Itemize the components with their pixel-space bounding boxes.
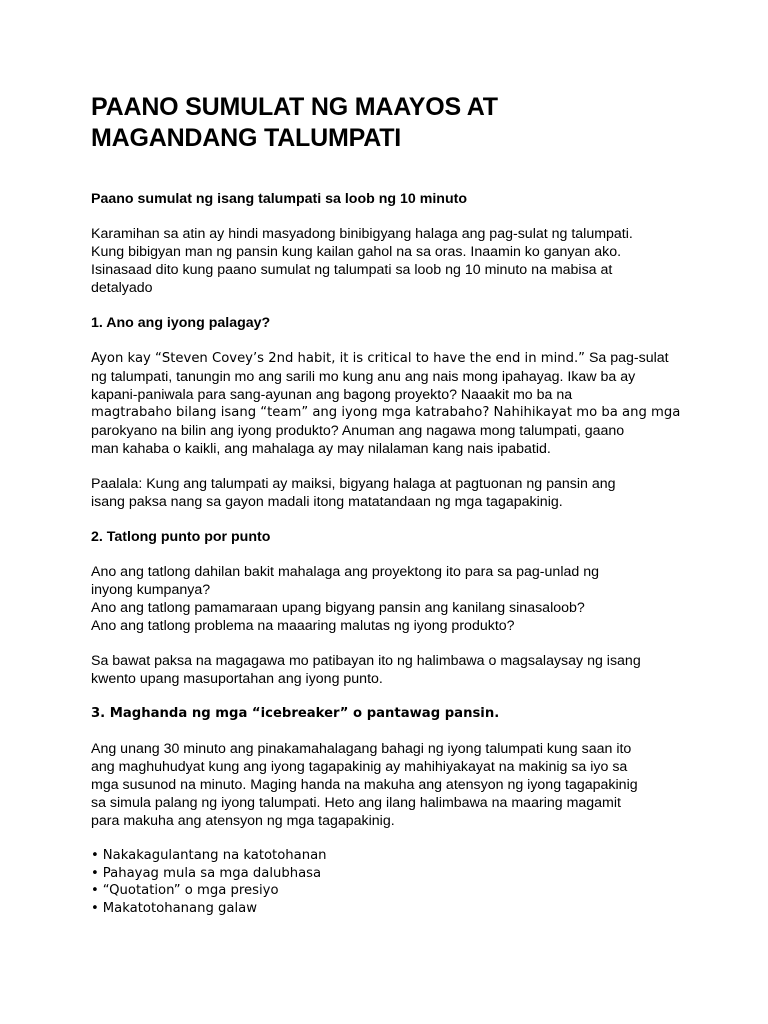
- text-line: kapani-paniwala para sang-ayunan ang bagong proyekto? Naaakit mo ba na: [91, 387, 573, 403]
- text-line: mga susunod na minuto. Maging handa na makuha ang atensyon ng iyong tagapakinig: [91, 777, 638, 793]
- text-line: parokyano na bilin ang iyong produkto? Anuman ang nagawa mong talumpati, gaano: [91, 423, 625, 439]
- text-line: para makuha ang atensyon ng mga tagapakinig.: [91, 813, 395, 829]
- section3-paragraph-1: [91, 740, 731, 830]
- document-page: [91, 92, 731, 917]
- list-item: [91, 882, 731, 900]
- bullet-icon: •: [91, 900, 99, 916]
- list-item: [91, 847, 731, 865]
- text-line: Sa bawat paksa na magagawa mo patibayan ito ng halimbawa o magsalaysay ng isang: [91, 653, 641, 669]
- text-line: inyong kumpanya?: [91, 582, 211, 598]
- text-line: isang paksa nang sa gayon madali itong matatandaan ng mga tagapakinig.: [91, 494, 563, 510]
- bullet-icon: •: [91, 848, 99, 863]
- quote-text: Ayon kay “Steven Covey’s 2nd habit, it is critical to have the end in mind.”: [91, 351, 586, 366]
- section-heading-3: 3. Maghanda ng mga “icebreaker” o pantawag pansin.: [91, 706, 500, 721]
- text-line: sa simula palang ng iyong talumpati. Heto ang ilang halimbawa na maaring magamit: [91, 795, 621, 811]
- text-line: [91, 349, 731, 368]
- list-item-text: Pahayag mula sa mga dalubhasa: [102, 865, 322, 881]
- section2-paragraph-2: [91, 652, 731, 688]
- section1-paragraph-2: [91, 475, 731, 511]
- text-line: ang maghuhudyat kung ang iyong tagapakinig ay mahihiyakayat na makinig sa iyo sa: [91, 759, 628, 775]
- text-fragment: Sa pag-sulat: [585, 350, 669, 366]
- text-line: Karamihan sa atin ay hindi masyadong binibigyang halaga ang pag-sulat ng talumpati.: [91, 226, 633, 242]
- bullet-icon: •: [91, 883, 99, 898]
- text-line: Ano ang tatlong problema na maaaring malutas ng iyong produkto?: [91, 618, 515, 634]
- text-line: kwento upang masuportahan ang iyong punto.: [91, 671, 383, 687]
- text-line: Kung bibigyan man ng pansin kung kailan gahol na sa oras. Inaamin ko ganyan ako.: [91, 244, 622, 260]
- list-item-text: “Quotation” o mga presiyo: [102, 883, 279, 898]
- section2-paragraph-1: [91, 563, 731, 635]
- title-line: MAGANDANG TALUMPATI: [91, 124, 402, 152]
- text-line: ng talumpati, tanungin mo ang sarili mo kung anu ang nais mong ipahayag. Ikaw ba ay: [91, 369, 636, 385]
- document-subtitle: Paano sumulat ng isang talumpati sa loob ng 10 minuto: [91, 191, 468, 207]
- text-line: man kahaba o kaikli, ang mahalaga ay may nilalaman kang nais ipabatid.: [91, 441, 551, 457]
- bullet-icon: •: [91, 865, 99, 881]
- section-heading-2: 2. Tatlong punto por punto: [91, 529, 271, 545]
- section1-paragraph-1: [91, 349, 731, 458]
- text-line: detalyado: [91, 280, 153, 296]
- section-heading-1: 1. Ano ang iyong palagay?: [91, 315, 271, 331]
- list-item-text: Makatotohanang galaw: [102, 900, 257, 916]
- text-line: Ano ang tatlong pamamaraan upang bigyang pansin ang kanilang sinasaloob?: [91, 600, 585, 616]
- bullet-list: [91, 847, 731, 917]
- list-item: [91, 865, 731, 883]
- list-item: [91, 900, 731, 918]
- intro-paragraph: [91, 225, 731, 297]
- document-title: [91, 92, 731, 154]
- text-line: Isinasaad dito kung paano sumulat ng talumpati sa loob ng 10 minuto na mabisa at: [91, 262, 613, 278]
- text-line: Paalala: Kung ang talumpati ay maiksi, bigyang halaga at pagtuonan ng pansin ang: [91, 476, 616, 492]
- text-line: magtrabaho bilang isang “team” ang iyong mga katrabaho? Nahihikayat mo ba ang mga: [91, 405, 681, 420]
- list-item-text: Nakakagulantang na katotohanan: [102, 848, 327, 863]
- title-line: PAANO SUMULAT NG MAAYOS AT: [91, 93, 498, 121]
- text-line: Ang unang 30 minuto ang pinakamahalagang bahagi ng iyong talumpati kung saan ito: [91, 741, 632, 757]
- text-line: Ano ang tatlong dahilan bakit mahalaga ang proyektong ito para sa pag-unlad ng: [91, 564, 599, 580]
